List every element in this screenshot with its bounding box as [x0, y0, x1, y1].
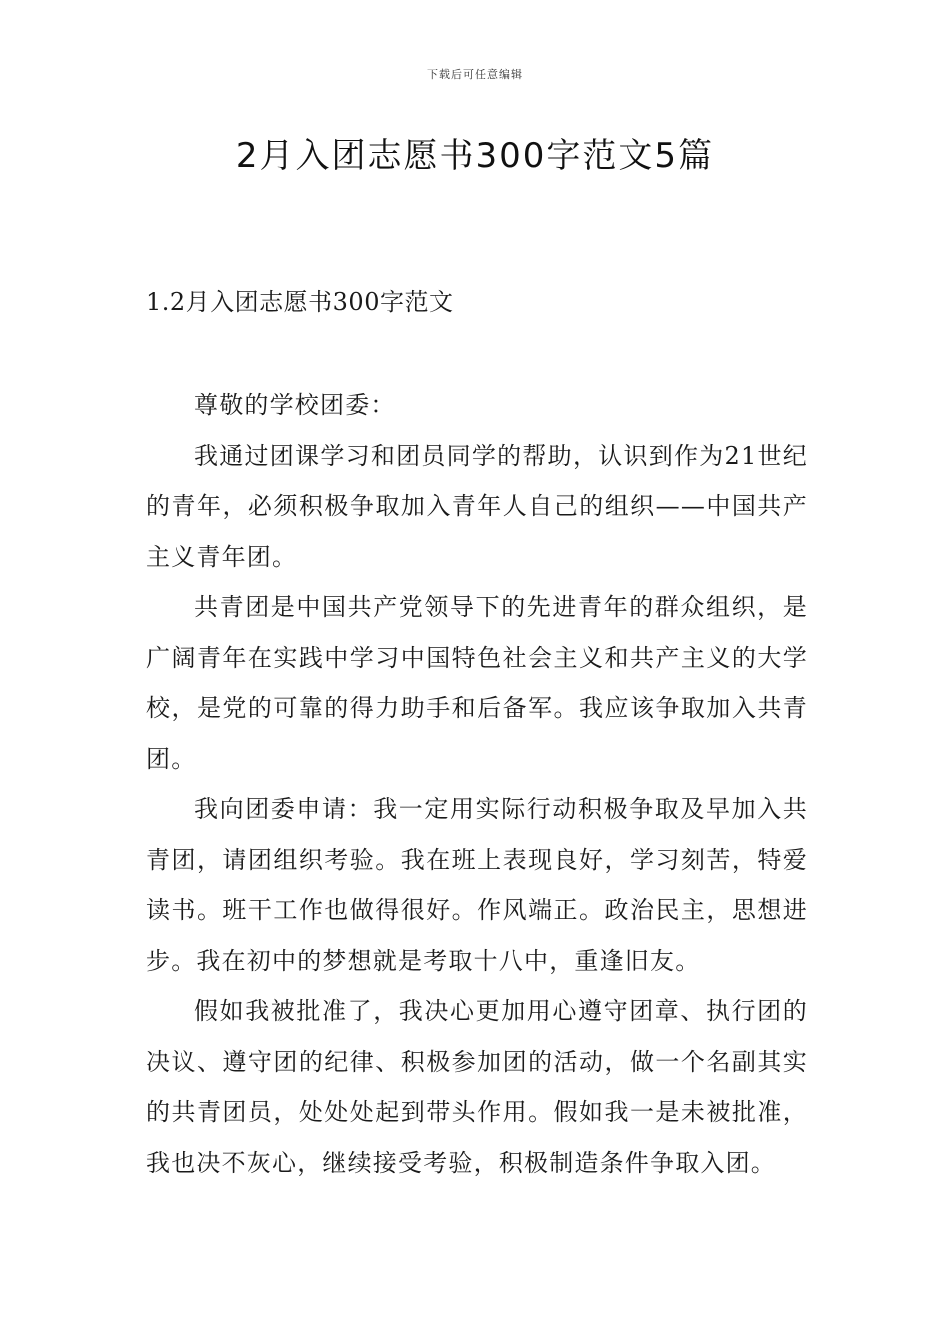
- letter-paragraph-4: 假如我被批准了，我决心更加用心遵守团章、执行团的决议、遵守团的纪律、积极参加团的活动，做一个名副其实的共青团员，处处处起到带头作用。假如我一是未被批准，我也决不灰心，继续接受考验，积极制造条件争取入团。: [146, 997, 808, 1177]
- section-heading: 1.2月入团志愿书300字范文: [146, 288, 454, 316]
- letter-salutation: 尊敬的学校团委：: [194, 391, 396, 419]
- letter-paragraph-2: 共青团是中国共产党领导下的先进青年的群众组织，是广阔青年在实践中学习中国特色社会主义和共产主义的大学校，是党的可靠的得力助手和后备军。我应该争取加入共青团。: [146, 593, 808, 773]
- header-note: 下载后可任意编辑: [427, 68, 523, 81]
- letter-paragraph-3: 我向团委申请：我一定用实际行动积极争取及早加入共青团，请团组织考验。我在班上表现良好，学习刻苦，特爱读书。班干工作也做得很好。作风端正。政治民主，思想进步。我在初中的梦想就是考取十八中，重逢旧友。: [146, 795, 808, 975]
- letter-paragraph-1: 我通过团课学习和团员同学的帮助，认识到作为21世纪的青年，必须积极争取加入青年人自己的组织——中国共产主义青年团。: [146, 441, 808, 571]
- letter-body: [146, 380, 808, 1188]
- document-title: 2月入团志愿书300字范文5篇: [235, 136, 715, 176]
